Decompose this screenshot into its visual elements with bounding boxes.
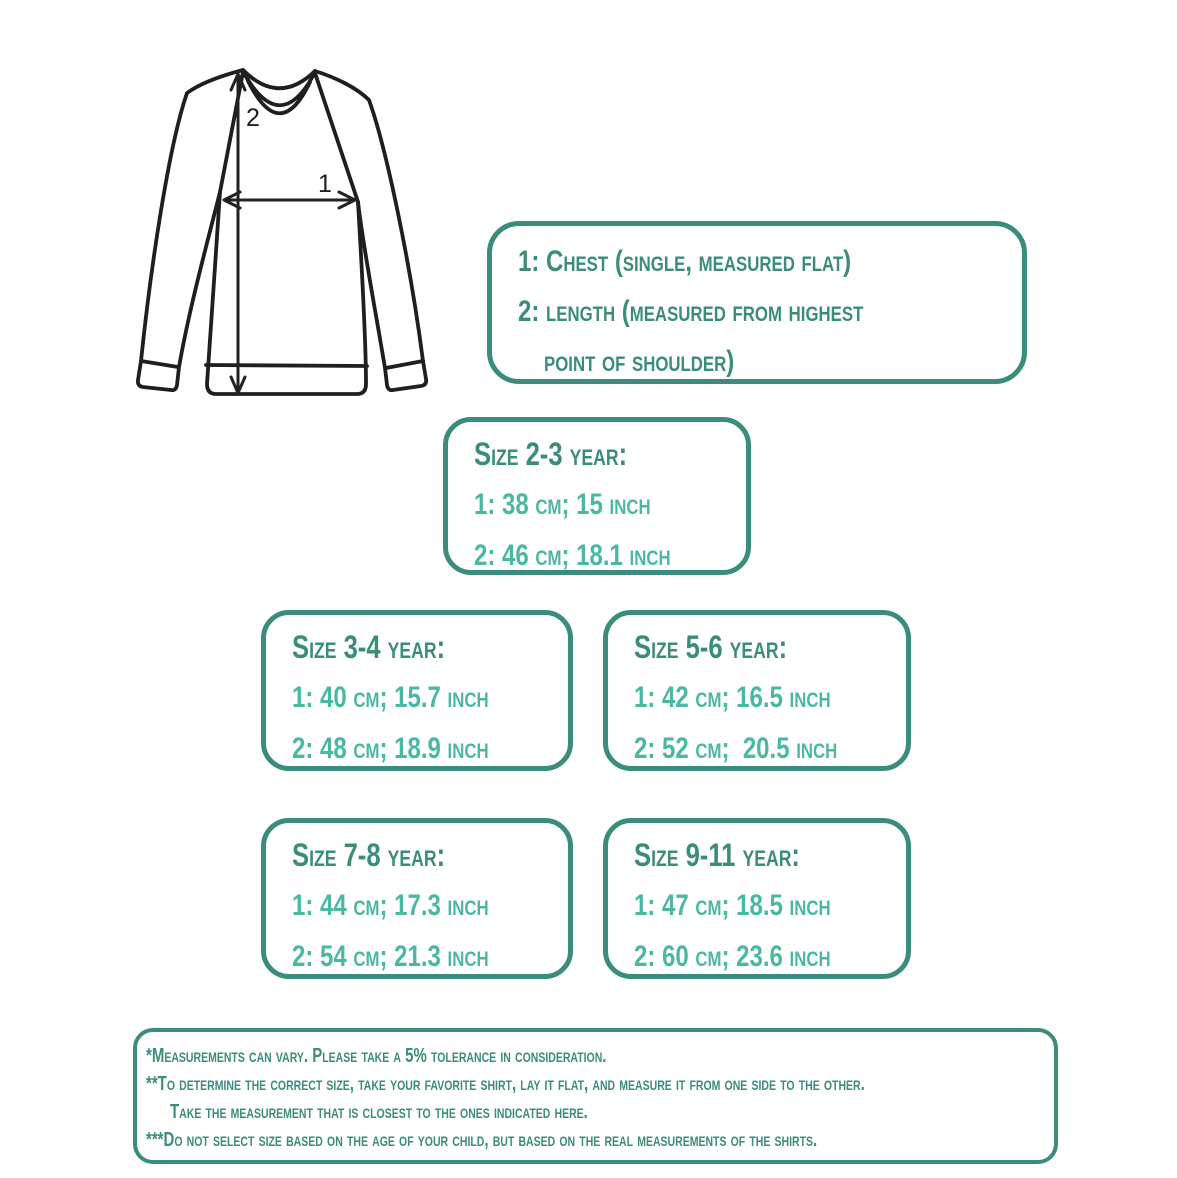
measurement-notes-box bbox=[133, 1028, 1058, 1164]
size-chest-value: 1: 44 cm; 17.3 inch bbox=[292, 889, 489, 922]
size-title: Size 7-8 year: bbox=[292, 837, 446, 873]
size-title: Size 5-6 year: bbox=[634, 629, 788, 665]
legend-line-length: 2: length (measured from highest bbox=[518, 295, 864, 328]
size-box-5-6-year bbox=[603, 610, 911, 771]
size-length-value: 2: 48 cm; 18.9 inch bbox=[292, 732, 489, 765]
size-chest-value: 1: 40 cm; 15.7 inch bbox=[292, 681, 489, 714]
size-box-3-4-year bbox=[261, 610, 573, 771]
legend-line-chest: 1: Chest (single, measured flat) bbox=[518, 245, 852, 278]
sweater-diagram bbox=[120, 50, 460, 430]
note-tolerance: *Measurements can vary. Please take a 5% tolerance in consideration. bbox=[146, 1045, 607, 1067]
legend-line-length-cont: point of shoulder) bbox=[544, 345, 735, 378]
length-arrow-label: 2 bbox=[246, 104, 260, 132]
note-how-to-measure: **To determine the correct size, take your favorite shirt, lay it flat, and measure it from one side to the other. bbox=[146, 1073, 865, 1095]
sweater-hem-line bbox=[206, 365, 367, 366]
size-length-value: 2: 52 cm; 20.5 inch bbox=[634, 732, 838, 765]
size-chest-value: 1: 47 cm; 18.5 inch bbox=[634, 889, 831, 922]
size-length-value: 2: 54 cm; 21.3 inch bbox=[292, 940, 489, 973]
size-box-7-8-year bbox=[261, 818, 573, 979]
sweater-left-cuff-line bbox=[141, 361, 178, 367]
measurement-legend-box bbox=[487, 221, 1027, 384]
size-length-value: 2: 46 cm; 18.1 inch bbox=[474, 539, 671, 572]
chest-arrow-label: 1 bbox=[318, 170, 332, 198]
note-how-to-measure-cont: Take the measurement that is closest to the ones indicated here. bbox=[170, 1101, 588, 1123]
size-title: Size 3-4 year: bbox=[292, 629, 446, 665]
size-chest-value: 1: 42 cm; 16.5 inch bbox=[634, 681, 831, 714]
size-chest-value: 1: 38 cm; 15 inch bbox=[474, 488, 651, 521]
sweater-right-cuff-line bbox=[386, 361, 423, 368]
chest-arrow bbox=[224, 192, 355, 208]
size-title: Size 2-3 year: bbox=[474, 436, 628, 472]
size-box-2-3-year bbox=[443, 417, 751, 575]
size-box-9-11-year bbox=[603, 818, 911, 979]
note-age-warning: ***Do not select size based on the age of your child, but based on the real measurements of the shirts. bbox=[146, 1129, 818, 1151]
size-length-value: 2: 60 cm; 23.6 inch bbox=[634, 940, 831, 973]
sweater-outline bbox=[138, 70, 426, 394]
sweater-left-sleeve bbox=[138, 70, 243, 390]
size-title: Size 9-11 year: bbox=[634, 837, 800, 873]
